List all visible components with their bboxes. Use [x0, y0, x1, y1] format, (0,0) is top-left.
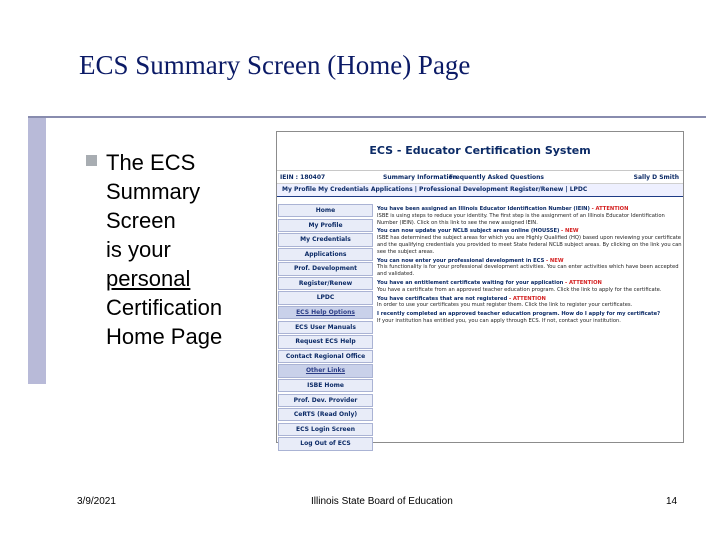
iein-label: IEIN : 180407 [280, 174, 326, 181]
bullet-square-icon [86, 155, 97, 166]
ecs-info-bar [277, 172, 683, 184]
user-name: Sally D Smith [633, 174, 679, 181]
message-item [377, 280, 682, 294]
sidebar-item-prof-development[interactable]: Prof. Development [278, 262, 373, 275]
sidebar-item-user-manuals[interactable]: ECS User Manuals [278, 321, 373, 334]
message-heading[interactable]: You can now enter your professional development in ECS [377, 257, 545, 264]
left-accent-bar [28, 117, 46, 384]
ecs-header [277, 132, 683, 171]
message-heading[interactable]: I recently completed an approved teacher education program. How do I apply for my certificate? [377, 311, 661, 318]
message-heading[interactable]: You have been assigned an Illinois Educator Identification Number (IEIN) [377, 206, 590, 212]
message-body: ISBE has determined the subject areas for which you are Highly Qualified (HQ) based upon reviewing your certificate and the qualifying credentials you provided to meet State federal NCLB subject areas. By clicking on the link you can see the subject areas. [377, 235, 682, 255]
sidebar-item-applications[interactable]: Applications [278, 248, 373, 261]
message-heading[interactable]: You have an entitlement certificate waiting for your application [377, 279, 564, 286]
footer-page-number: 14 [666, 496, 678, 507]
message-body: You have a certificate from an approved teacher education program. Click the link to apply for the certificate. [377, 286, 662, 293]
faq-link[interactable]: Frequently Asked Questions [449, 174, 544, 181]
slide-title: ECS Summary Screen (Home) Page [79, 50, 471, 80]
title-divider [28, 116, 706, 118]
message-attention: - NEW [545, 257, 564, 264]
message-item [377, 311, 682, 325]
bullet-line: is your [106, 237, 171, 262]
message-item [377, 258, 682, 278]
bullet-text [106, 148, 266, 351]
ecs-messages [377, 206, 682, 327]
message-attention: - ATTENTION [564, 279, 602, 286]
sidebar-item-prof-dev-provider[interactable]: Prof. Dev. Provider [278, 394, 373, 407]
ecs-sidebar [278, 204, 373, 452]
footer-organization: Illinois State Board of Education [311, 496, 453, 507]
footer-date: 3/9/2021 [77, 496, 116, 507]
sidebar-header-other: Other Links [278, 364, 373, 377]
message-body: ISBE is using steps to reduce your identity. The first step is the assignment of an Illinois Educator Identification Number (IEIN). Click on this link to see the new assigned IEIN. [377, 212, 665, 226]
sidebar-item-my-credentials[interactable]: My Credentials [278, 233, 373, 246]
bullet-line: Summary [106, 179, 201, 204]
message-body: In order to use your certificates you must register them. Click the link to register your certificates. [377, 302, 633, 309]
sidebar-item-request-help[interactable]: Request ECS Help [278, 335, 373, 348]
bullet-line-underlined: personal [106, 266, 191, 291]
sidebar-item-log-out[interactable]: Log Out of ECS [278, 437, 373, 450]
sidebar-item-home[interactable]: Home [278, 204, 373, 217]
message-item [377, 228, 682, 255]
message-attention: - NEW [561, 228, 579, 235]
sidebar-item-isbe-home[interactable]: ISBE Home [278, 379, 373, 392]
sidebar-header-help: ECS Help Options [278, 306, 373, 319]
sidebar-item-register-renew[interactable]: Register/Renew [278, 277, 373, 290]
message-heading[interactable]: You have certificates that are not registered [377, 295, 508, 302]
bullet-line: The ECS [106, 150, 196, 175]
message-heading[interactable]: You can now update your NCLB subject areas online (HOUSSE) [377, 228, 560, 235]
bullet-line: Certification [106, 295, 223, 320]
sidebar-item-contact-office[interactable]: Contact Regional Office [278, 350, 373, 363]
ecs-nav-bar [277, 184, 683, 197]
bullet-line: Screen [106, 208, 176, 233]
message-body: If your institution has entitled you, you can apply through ECS. If not, contact your institution. [377, 317, 621, 324]
bullet-line: Home Page [106, 324, 223, 349]
sidebar-item-lpdc[interactable]: LPDC [278, 291, 373, 304]
sidebar-item-my-profile[interactable]: My Profile [278, 219, 373, 232]
message-attention: - ATTENTION [508, 295, 546, 302]
message-body: This functionality is for your professional development activities. You can enter activities which have been accepted and validated. [377, 264, 679, 278]
summary-link[interactable]: Summary Information [383, 174, 457, 181]
message-attention: - ATTENTION [591, 206, 629, 212]
sidebar-item-login-screen[interactable]: ECS Login Screen [278, 423, 373, 436]
nav-links[interactable]: My Profile My Credentials Applications | Professional Development Register/Renew | LPDC [282, 186, 588, 193]
ecs-screenshot [276, 131, 684, 448]
ecs-header-title: ECS - Educator Certification System [369, 144, 591, 157]
message-item [377, 206, 682, 226]
sidebar-item-certs[interactable]: CeRTS (Read Only) [278, 408, 373, 421]
message-item [377, 296, 682, 310]
